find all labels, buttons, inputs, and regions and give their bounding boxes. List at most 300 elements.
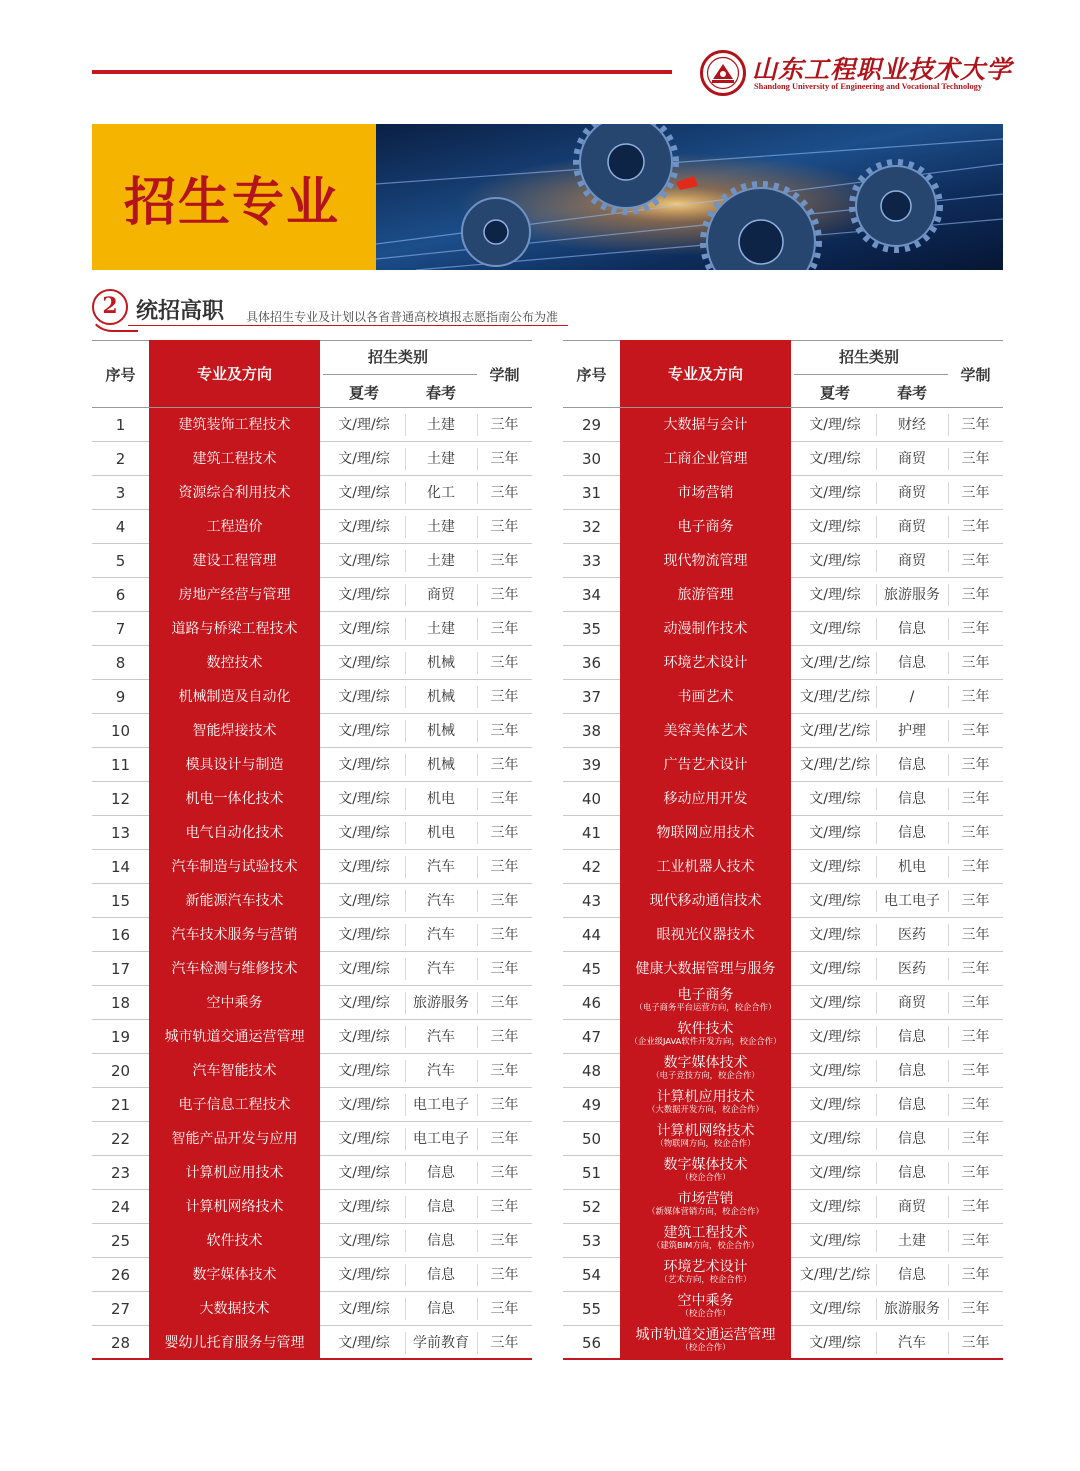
row-summer-category: 文/理/艺/综: [799, 689, 871, 705]
table-row: [92, 1326, 532, 1360]
row-seq: 51: [581, 1164, 602, 1182]
row-major: 汽车制造与试验技术: [149, 850, 320, 884]
header-major: 专业及方向: [149, 340, 320, 408]
table-row: [92, 1258, 532, 1292]
row-spring-category: 电工电子: [413, 1097, 469, 1113]
row-summer-category: 文/理/综: [338, 553, 390, 569]
row-spring-category: 机械: [427, 723, 455, 739]
row-years: 三年: [961, 995, 990, 1011]
row-spring-category: 信息: [898, 1165, 926, 1181]
row-summer-category: 文/理/艺/综: [799, 1267, 871, 1283]
row-seq: 10: [110, 722, 131, 740]
table-row: [563, 918, 1003, 952]
row-years: 三年: [490, 1029, 519, 1045]
row-summer-category: 文/理/综: [338, 689, 390, 705]
row-seq: 9: [115, 688, 126, 706]
row-seq: 44: [581, 926, 602, 944]
row-spring-category: 商贸: [898, 995, 926, 1011]
row-spring-category: 汽车: [427, 961, 455, 977]
row-major: 模具设计与制造: [149, 748, 320, 782]
row-major: 智能焊接技术: [149, 714, 320, 748]
row-major: 建筑工程技术: [149, 442, 320, 476]
row-major: 建设工程管理: [149, 544, 320, 578]
row-seq: 28: [110, 1334, 131, 1352]
row-summer-category: 文/理/综: [338, 417, 390, 433]
row-summer-category: 文/理/综: [809, 1233, 861, 1249]
row-seq: 49: [581, 1096, 602, 1114]
table-row: [563, 442, 1003, 476]
table-row: [92, 1224, 532, 1258]
row-major: 房地产经营与管理: [149, 578, 320, 612]
header-category-rule: [794, 374, 948, 375]
row-major: 动漫制作技术: [620, 612, 791, 646]
row-summer-category: 文/理/综: [338, 1165, 390, 1181]
row-spring-category: 机电: [427, 791, 455, 807]
row-seq: 14: [110, 858, 131, 876]
row-seq: 42: [581, 858, 602, 876]
row-seq: 19: [110, 1028, 131, 1046]
table-row: [563, 714, 1003, 748]
row-years: 三年: [961, 1165, 990, 1181]
row-summer-category: 文/理/综: [809, 587, 861, 603]
row-spring-category: 旅游服务: [884, 587, 940, 603]
row-major: 工业机器人技术: [620, 850, 791, 884]
row-seq: 33: [581, 552, 602, 570]
row-summer-category: 文/理/综: [809, 1097, 861, 1113]
row-summer-category: 文/理/综: [338, 1097, 390, 1113]
major-direction-note: （电子商务平台运营方向，校企合作）: [634, 1003, 777, 1013]
row-spring-category: 汽车: [427, 927, 455, 943]
row-major: 智能产品开发与应用: [149, 1122, 320, 1156]
row-spring-category: 土建: [427, 451, 455, 467]
row-years: 三年: [961, 1029, 990, 1045]
row-spring-category: 土建: [898, 1233, 926, 1249]
row-major: 工程造价: [149, 510, 320, 544]
row-major: 现代物流管理: [620, 544, 791, 578]
row-years: 三年: [490, 655, 519, 671]
row-major: 大数据技术: [149, 1292, 320, 1326]
table-row: [563, 1088, 1003, 1122]
row-summer-category: 文/理/综: [338, 451, 390, 467]
row-major: 眼视光仪器技术: [620, 918, 791, 952]
row-major: 移动应用开发: [620, 782, 791, 816]
row-seq: 35: [581, 620, 602, 638]
table-row: [92, 1292, 532, 1326]
row-major: 汽车技术服务与营销: [149, 918, 320, 952]
row-seq: 6: [115, 586, 126, 604]
row-seq: 22: [110, 1130, 131, 1148]
row-seq: 21: [110, 1096, 131, 1114]
row-years: 三年: [961, 1097, 990, 1113]
row-summer-category: 文/理/综: [809, 1131, 861, 1147]
row-major: 广告艺术设计: [620, 748, 791, 782]
row-spring-category: 商贸: [427, 587, 455, 603]
table-row: [92, 952, 532, 986]
row-spring-category: 信息: [427, 1301, 455, 1317]
row-seq: 56: [581, 1334, 602, 1352]
table-row: [563, 782, 1003, 816]
row-seq: 37: [581, 688, 602, 706]
row-years: 三年: [961, 689, 990, 705]
row-seq: 50: [581, 1130, 602, 1148]
row-major: [620, 986, 791, 1020]
row-seq: 17: [110, 960, 131, 978]
row-seq: 34: [581, 586, 602, 604]
table-row: [92, 850, 532, 884]
table-row: [563, 1292, 1003, 1326]
table-row: [92, 1122, 532, 1156]
row-summer-category: 文/理/综: [809, 485, 861, 501]
major-name: 城市轨道交通运营管理: [635, 1327, 776, 1343]
row-spring-category: 电工电子: [413, 1131, 469, 1147]
row-spring-category: 商贸: [898, 1199, 926, 1215]
row-spring-category: 信息: [898, 825, 926, 841]
row-years: 三年: [490, 791, 519, 807]
school-name-cn: 山东工程职业技术大学: [752, 55, 1013, 84]
row-spring-category: 信息: [898, 1029, 926, 1045]
header-seq: 序号: [576, 366, 607, 384]
row-seq: 46: [581, 994, 602, 1012]
row-spring-category: /: [909, 689, 915, 705]
school-seal-icon: [700, 50, 746, 96]
row-summer-category: 文/理/综: [338, 655, 390, 671]
table-header: [92, 340, 532, 408]
row-summer-category: 文/理/综: [338, 519, 390, 535]
row-summer-category: 文/理/综: [338, 621, 390, 637]
row-seq: 3: [115, 484, 126, 502]
row-summer-category: 文/理/艺/综: [799, 723, 871, 739]
table-row: [563, 510, 1003, 544]
row-seq: 39: [581, 756, 602, 774]
row-years: 三年: [961, 451, 990, 467]
header-spring: 春考: [425, 384, 456, 402]
row-spring-category: 医药: [898, 927, 926, 943]
row-seq: 8: [115, 654, 126, 672]
row-years: 三年: [490, 995, 519, 1011]
row-seq: 47: [581, 1028, 602, 1046]
banner-title: 招生专业: [124, 172, 341, 233]
row-summer-category: 文/理/综: [809, 825, 861, 841]
row-seq: 24: [110, 1198, 131, 1216]
row-major: 机械制造及自动化: [149, 680, 320, 714]
major-direction-note: （校企合作）: [680, 1343, 731, 1353]
row-major: 新能源汽车技术: [149, 884, 320, 918]
row-years: 三年: [961, 621, 990, 637]
row-spring-category: 商贸: [898, 451, 926, 467]
table-row: [92, 612, 532, 646]
row-major: 汽车检测与维修技术: [149, 952, 320, 986]
row-seq: 48: [581, 1062, 602, 1080]
row-summer-category: 文/理/综: [338, 995, 390, 1011]
row-summer-category: 文/理/综: [809, 1199, 861, 1215]
header-category: 招生类别: [838, 348, 899, 366]
table-row: [563, 1224, 1003, 1258]
table-row: [563, 544, 1003, 578]
table-row: [92, 816, 532, 850]
row-major: [620, 1292, 791, 1326]
row-summer-category: 文/理/综: [338, 1335, 390, 1351]
row-summer-category: 文/理/综: [809, 859, 861, 875]
row-years: 三年: [961, 1301, 990, 1317]
table-row: [563, 1122, 1003, 1156]
row-years: 三年: [490, 587, 519, 603]
row-major: 道路与桥梁工程技术: [149, 612, 320, 646]
row-major: 物联网应用技术: [620, 816, 791, 850]
table-row: [563, 1156, 1003, 1190]
row-spring-category: 医药: [898, 961, 926, 977]
row-summer-category: 文/理/综: [338, 723, 390, 739]
row-years: 三年: [961, 961, 990, 977]
table-row: [563, 1020, 1003, 1054]
row-spring-category: 旅游服务: [884, 1301, 940, 1317]
major-name: 数字媒体技术: [663, 1157, 748, 1173]
row-years: 三年: [490, 961, 519, 977]
major-direction-note: （物联网方向，校企合作）: [655, 1139, 756, 1149]
row-years: 三年: [961, 1233, 990, 1249]
row-spring-category: 汽车: [427, 893, 455, 909]
major-direction-note: （校企合作）: [680, 1173, 731, 1183]
major-direction-note: （艺术方向，校企合作）: [659, 1275, 752, 1285]
row-summer-category: 文/理/综: [338, 825, 390, 841]
header-summer: 夏考: [819, 384, 850, 402]
row-major: [620, 1088, 791, 1122]
row-summer-category: 文/理/综: [338, 961, 390, 977]
row-spring-category: 信息: [898, 621, 926, 637]
row-major: 资源综合利用技术: [149, 476, 320, 510]
row-major: 软件技术: [149, 1224, 320, 1258]
row-years: 三年: [490, 1131, 519, 1147]
row-seq: 2: [115, 450, 126, 468]
row-years: 三年: [961, 587, 990, 603]
table-row: [563, 1190, 1003, 1224]
row-spring-category: 土建: [427, 417, 455, 433]
table-row: [92, 544, 532, 578]
section-note: 具体招生专业及计划以各省普通高校填报志愿指南公布为准: [246, 310, 559, 324]
row-summer-category: 文/理/综: [809, 893, 861, 909]
row-major: 计算机网络技术: [149, 1190, 320, 1224]
row-summer-category: 文/理/综: [338, 893, 390, 909]
row-seq: 26: [110, 1266, 131, 1284]
row-years: 三年: [490, 757, 519, 773]
row-spring-category: 汽车: [898, 1335, 926, 1351]
row-spring-category: 信息: [427, 1233, 455, 1249]
row-major: 市场营销: [620, 476, 791, 510]
row-major: 电气自动化技术: [149, 816, 320, 850]
table-row: [92, 918, 532, 952]
row-spring-category: 信息: [898, 791, 926, 807]
row-years: 三年: [490, 1199, 519, 1215]
row-seq: 31: [581, 484, 602, 502]
row-major: 婴幼儿托育服务与管理: [149, 1326, 320, 1360]
table-rows: [92, 408, 532, 1360]
row-spring-category: 机电: [898, 859, 926, 875]
major-name: 空中乘务: [677, 1293, 734, 1309]
table-row: [92, 1020, 532, 1054]
school-logo: [700, 48, 1013, 98]
row-years: 三年: [490, 1301, 519, 1317]
row-major: 健康大数据管理与服务: [620, 952, 791, 986]
row-years: 三年: [490, 553, 519, 569]
row-years: 三年: [961, 519, 990, 535]
row-summer-category: 文/理/综: [809, 1335, 861, 1351]
row-summer-category: 文/理/综: [338, 757, 390, 773]
table-row: [92, 884, 532, 918]
row-years: 三年: [490, 723, 519, 739]
row-summer-category: 文/理/艺/综: [799, 757, 871, 773]
row-major: 数字媒体技术: [149, 1258, 320, 1292]
major-direction-note: （校企合作）: [680, 1309, 731, 1319]
row-years: 三年: [961, 1199, 990, 1215]
banner-title-box: [92, 124, 376, 270]
major-name: 软件技术: [677, 1021, 734, 1037]
table-row: [92, 986, 532, 1020]
table-row: [563, 646, 1003, 680]
row-seq: 40: [581, 790, 602, 808]
row-summer-category: 文/理/综: [338, 1199, 390, 1215]
major-direction-note: （建筑BIM方向，校企合作）: [651, 1241, 760, 1251]
row-summer-category: 文/理/综: [809, 519, 861, 535]
row-seq: 29: [581, 416, 602, 434]
row-spring-category: 旅游服务: [413, 995, 469, 1011]
row-spring-category: 机电: [427, 825, 455, 841]
row-summer-category: 文/理/综: [338, 1301, 390, 1317]
table-row: [92, 1190, 532, 1224]
table-row: [92, 476, 532, 510]
header-years: 学制: [489, 366, 520, 384]
table-rows: [563, 408, 1003, 1360]
row-major: [620, 1020, 791, 1054]
row-spring-category: 土建: [427, 519, 455, 535]
row-major: 书画艺术: [620, 680, 791, 714]
table-row: [563, 850, 1003, 884]
header-major: 专业及方向: [620, 340, 791, 408]
gears-banner-image: [376, 124, 1003, 270]
row-summer-category: 文/理/综: [809, 451, 861, 467]
row-summer-category: 文/理/综: [809, 1301, 861, 1317]
header-summer: 夏考: [348, 384, 379, 402]
row-major: 大数据与会计: [620, 408, 791, 442]
row-seq: 43: [581, 892, 602, 910]
row-seq: 54: [581, 1266, 602, 1284]
table-row: [563, 1258, 1003, 1292]
row-summer-category: 文/理/综: [809, 791, 861, 807]
row-major: 汽车智能技术: [149, 1054, 320, 1088]
row-major: 计算机应用技术: [149, 1156, 320, 1190]
row-seq: 18: [110, 994, 131, 1012]
majors-table-left: [92, 340, 532, 1362]
row-seq: 25: [110, 1232, 131, 1250]
row-major: 城市轨道交通运营管理: [149, 1020, 320, 1054]
table-row: [92, 748, 532, 782]
row-seq: 55: [581, 1300, 602, 1318]
row-spring-category: 汽车: [427, 1029, 455, 1045]
row-summer-category: 文/理/综: [809, 961, 861, 977]
row-years: 三年: [961, 1267, 990, 1283]
row-years: 三年: [961, 417, 990, 433]
row-seq: 11: [110, 756, 131, 774]
row-seq: 41: [581, 824, 602, 842]
row-spring-category: 汽车: [427, 1063, 455, 1079]
row-years: 三年: [490, 621, 519, 637]
row-seq: 4: [115, 518, 126, 536]
table-row: [563, 952, 1003, 986]
row-spring-category: 电工电子: [884, 893, 940, 909]
row-major: 机电一体化技术: [149, 782, 320, 816]
table-row: [92, 1088, 532, 1122]
row-seq: 15: [110, 892, 131, 910]
row-spring-category: 信息: [898, 1267, 926, 1283]
row-spring-category: 商贸: [898, 519, 926, 535]
row-spring-category: 土建: [427, 553, 455, 569]
row-years: 三年: [490, 689, 519, 705]
row-years: 三年: [961, 757, 990, 773]
row-seq: 12: [110, 790, 131, 808]
table-row: [92, 578, 532, 612]
row-spring-category: 土建: [427, 621, 455, 637]
row-major: 现代移动通信技术: [620, 884, 791, 918]
school-name-en: Shandong University of Engineering and Vocational Technology: [754, 82, 983, 91]
major-direction-note: （新媒体营销方向，校企合作）: [647, 1207, 764, 1217]
row-major: [620, 1122, 791, 1156]
row-summer-category: 文/理/艺/综: [799, 655, 871, 671]
table-row: [563, 748, 1003, 782]
row-spring-category: 机械: [427, 689, 455, 705]
row-spring-category: 汽车: [427, 859, 455, 875]
row-seq: 32: [581, 518, 602, 536]
row-spring-category: 信息: [898, 1131, 926, 1147]
row-summer-category: 文/理/综: [809, 995, 861, 1011]
row-seq: 30: [581, 450, 602, 468]
row-summer-category: 文/理/综: [338, 1029, 390, 1045]
row-summer-category: 文/理/综: [338, 927, 390, 943]
row-seq: 36: [581, 654, 602, 672]
row-years: 三年: [490, 1267, 519, 1283]
row-major: [620, 1156, 791, 1190]
row-major: [620, 1054, 791, 1088]
row-years: 三年: [490, 893, 519, 909]
row-major: [620, 1190, 791, 1224]
row-years: 三年: [490, 859, 519, 875]
row-summer-category: 文/理/综: [338, 859, 390, 875]
table-row: [563, 476, 1003, 510]
row-seq: 23: [110, 1164, 131, 1182]
row-years: 三年: [961, 1335, 990, 1351]
row-seq: 53: [581, 1232, 602, 1250]
row-spring-category: 信息: [427, 1199, 455, 1215]
table-row: [563, 612, 1003, 646]
table-row: [92, 408, 532, 442]
row-years: 三年: [490, 485, 519, 501]
row-years: 三年: [961, 1063, 990, 1079]
row-seq: 38: [581, 722, 602, 740]
row-years: 三年: [490, 451, 519, 467]
row-summer-category: 文/理/综: [809, 927, 861, 943]
banner: [92, 124, 1003, 270]
row-years: 三年: [490, 417, 519, 433]
row-years: 三年: [961, 893, 990, 909]
row-years: 三年: [490, 519, 519, 535]
row-seq: 5: [115, 552, 126, 570]
section-title: 统招高职: [136, 299, 225, 324]
row-years: 三年: [490, 927, 519, 943]
row-spring-category: 信息: [427, 1267, 455, 1283]
table-row: [563, 1326, 1003, 1360]
header-spring: 春考: [896, 384, 927, 402]
row-years: 三年: [490, 1165, 519, 1181]
row-spring-category: 商贸: [898, 553, 926, 569]
table-row: [563, 816, 1003, 850]
row-summer-category: 文/理/综: [338, 791, 390, 807]
